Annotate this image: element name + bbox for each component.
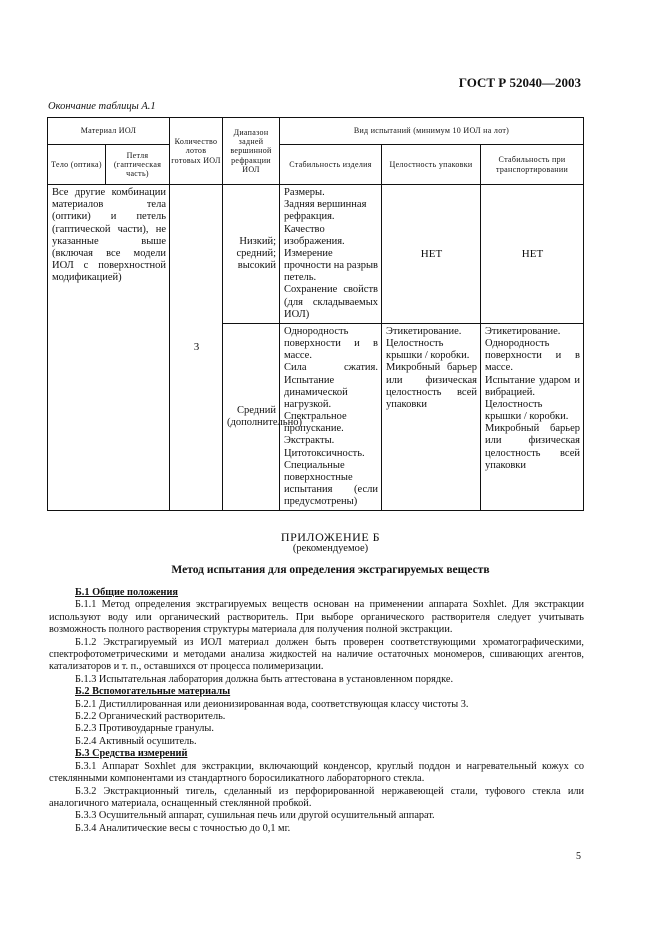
transport-item: Однородность поверхности и в массе.: [485, 338, 580, 374]
stability-item: Специальные поверхностные испытания (если предусмотрены): [284, 459, 378, 508]
stability-item: Размеры.: [284, 187, 325, 198]
stability-cell-1: [280, 185, 382, 324]
header-material: Материал ИОЛ: [48, 118, 170, 145]
transport-cell-2: [481, 323, 584, 511]
lots-cell: 3: [170, 185, 223, 511]
transport-item: Микробный барьер или физическая целостность всей упаковки: [485, 423, 580, 471]
material-cell: Все другие комбинации материалов тела (оптики) и петель (гаптической части), не указанные выше (включая все модели ИОЛ с поверхностной модификацией): [48, 185, 170, 511]
stability-item: Экстракты.: [284, 435, 335, 447]
stability-item: Однородность поверхности и в массе.: [284, 325, 378, 362]
integrity-cell-1: НЕТ: [382, 185, 481, 324]
integrity-item: Целостность крышки / коробки.: [386, 338, 470, 362]
section-heading: Б.2 Вспомогательные материалы: [75, 686, 231, 698]
transport-item: Целостность крышки / коробки.: [485, 398, 569, 423]
paragraph: Б.2.3 Противоударные гранулы.: [75, 723, 214, 735]
transport-cell-1: НЕТ: [481, 185, 584, 324]
section-heading: Б.1 Общие положения: [75, 587, 178, 598]
paragraph: Б.3.4 Аналитические весы с точностью до 0,1 мг.: [75, 822, 291, 834]
section-heading: Б.3 Средства измерений: [75, 748, 188, 760]
range-cell-1: Низкий; средний; высокий: [223, 185, 280, 324]
header-loop: Петля (гаптическая часть): [106, 145, 170, 185]
paragraph: Б.1.2 Экстрагируемый из ИОЛ материал должен быть проверен соответствующими хроматографическими, спектрофотометрическими и методами анализа жидкостей на наличие остаточных мономеров, сшивающих агентов, катализаторов и т. п., оставшихся от процесса полимеризации.: [49, 636, 584, 673]
integrity-item: Микробный барьер или физическая целостность всей упаковки: [386, 362, 477, 410]
standard-number: ГОСТ Р 52040—2003: [458, 75, 581, 90]
header-integrity: Целостность упаковки: [382, 145, 481, 185]
appendix-body: [49, 587, 584, 835]
paragraph: Б.2.2 Органический растворитель.: [75, 711, 226, 723]
paragraph: Б.1.3 Испытательная лаборатория должна быть аттестована в установленном порядке.: [75, 673, 454, 685]
range-cell-2: Средний (дополнительно): [223, 323, 280, 511]
stability-cell-2: [280, 323, 382, 511]
page-number: 5: [576, 851, 581, 862]
stability-item: Сила сжатия. Испытание динамической нагрузкой.: [284, 362, 378, 410]
paragraph: Б.1.1 Метод определения экстрагируемых веществ основан на применении аппарата Soxhlet. Для экстракции используют воду или органический растворитель. При выборе органического растворителя следует учитывать возможность полного растворения структуры материала для получения полной экстракции.: [49, 599, 584, 636]
table-a1-end: [47, 117, 583, 511]
integrity-item: Этикетирование.: [386, 325, 462, 337]
transport-item: Испытание ударом и вибрацией.: [485, 374, 580, 398]
header-transport: Стабильность при транспортировании: [481, 145, 584, 185]
header-tests: Вид испытаний (минимум 10 ИОЛ на лот): [280, 118, 584, 145]
appendix-title: ПРИЛОЖЕНИЕ Б: [280, 530, 381, 544]
stability-item: Качество изображения.: [284, 223, 345, 247]
stability-item: Задняя вершинная рефракция.: [284, 199, 367, 223]
appendix-subtitle: (рекомендуемое): [292, 543, 369, 554]
header-range: Диапазон задней вершинной рефракции ИОЛ: [223, 118, 280, 185]
stability-item: Сохранение свойств (для складываемых ИОЛ): [284, 284, 378, 320]
header-body: Тело (оптика): [48, 145, 106, 185]
transport-item: Этикетирование.: [485, 325, 561, 337]
paragraph: Б.2.4 Активный осушитель.: [75, 735, 197, 747]
table-caption: Окончание таблицы А.1: [48, 101, 156, 112]
stability-item: Измерение прочности на разрыв петель.: [284, 247, 378, 284]
paragraph: Б.2.1 Дистиллированная или деионизированная вода, соответствующая классу чистоты 3.: [75, 698, 469, 710]
paragraph: Б.3.1 Аппарат Soxhlet для экстракции, включающий конденсор, круглый поддон и нагревательный кожух со стеклянными компонентами из стандартного боросиликатного лабораторного стекла.: [49, 760, 584, 785]
integrity-cell-2: [382, 323, 481, 511]
stability-item: Спектральное пропускание.: [284, 411, 347, 435]
header-stability: Стабильность изделия: [280, 145, 382, 185]
paragraph: Б.3.2 Экстракционный тигель, сделанный из перфорированной нержавеющей стали, туфового стекла или аналогичного материала, оснащенный стеклянной пробкой.: [49, 785, 584, 809]
stability-item: Цитотоксичность.: [284, 447, 365, 459]
header-lots: Количество лотов готовых ИОЛ: [170, 118, 223, 185]
paragraph: Б.3.3 Осушительный аппарат, сушильная печь или другой осушительный аппарат.: [75, 810, 435, 822]
appendix-heading: Метод испытания для определения экстрагируемых веществ: [171, 564, 490, 576]
